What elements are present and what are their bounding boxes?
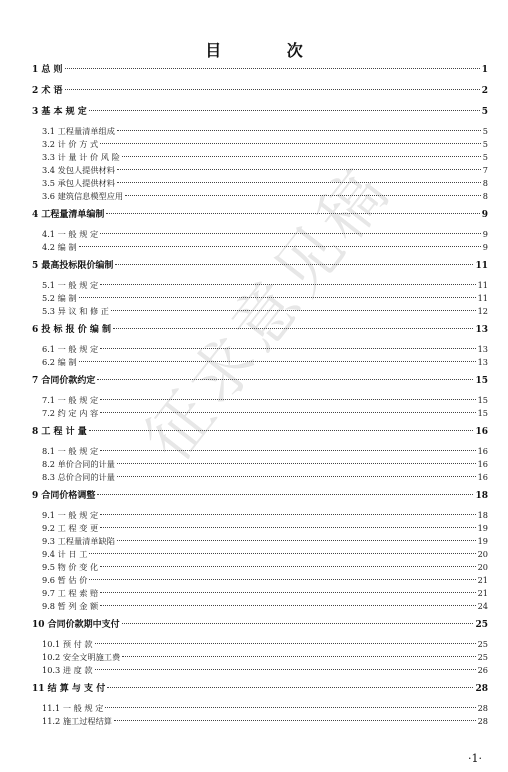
toc-page-number: 24	[477, 601, 488, 611]
toc-page-number: 19	[477, 523, 488, 533]
toc-page-number: 18	[475, 491, 488, 501]
toc-label: 10.1 预 付 款	[42, 639, 93, 649]
toc-page-number: 20	[477, 562, 488, 572]
leader-dots	[117, 169, 481, 170]
toc-page-number: 1	[481, 65, 488, 75]
toc-section[interactable]	[32, 241, 488, 254]
leader-dots	[114, 720, 476, 721]
toc-chapter[interactable]	[32, 85, 488, 98]
leader-dots	[100, 592, 475, 593]
leader-dots	[100, 233, 481, 234]
toc-page-number: 20	[477, 549, 488, 559]
toc-section[interactable]	[32, 702, 488, 715]
toc-section[interactable]	[32, 356, 488, 369]
toc-label: 8.1 一 般 规 定	[42, 446, 99, 456]
leader-dots	[115, 264, 473, 265]
toc-label: 9.6 暂 估 价	[42, 575, 88, 585]
leader-dots	[89, 110, 480, 111]
toc-page-number: 5	[482, 139, 488, 149]
toc-chapter[interactable]	[32, 619, 488, 632]
toc-page-number: 21	[477, 588, 488, 598]
toc-section[interactable]	[32, 715, 488, 728]
leader-dots	[125, 195, 481, 196]
leader-dots	[97, 379, 473, 380]
toc-page-number: 2	[481, 86, 488, 96]
toc-label: 9.5 物 价 变 化	[42, 562, 99, 572]
leader-dots	[105, 707, 475, 708]
toc-chapter[interactable]	[32, 490, 488, 503]
toc-page-number: 16	[477, 472, 488, 482]
toc-label: 10 合同价款期中支付	[32, 620, 120, 630]
toc-section[interactable]	[32, 138, 488, 151]
toc-section[interactable]	[32, 458, 488, 471]
watermark: 征求意见稿	[131, 153, 406, 475]
toc-chapter[interactable]	[32, 426, 488, 439]
toc-page-number: 28	[477, 703, 488, 713]
toc-label: 4 工程量清单编制	[32, 210, 105, 220]
leader-dots	[100, 566, 475, 567]
toc-page-number: 11	[475, 261, 488, 271]
leader-dots	[100, 399, 475, 400]
toc-chapter[interactable]	[32, 209, 488, 222]
toc-section[interactable]	[32, 343, 488, 356]
toc-label: 9.2 工 程 变 更	[42, 523, 99, 533]
toc-section[interactable]	[32, 664, 488, 677]
toc-section[interactable]	[32, 279, 488, 292]
toc-section[interactable]	[32, 177, 488, 190]
toc-section[interactable]	[32, 535, 488, 548]
toc-section[interactable]	[32, 548, 488, 561]
toc-section[interactable]	[32, 587, 488, 600]
toc-page-number: 18	[477, 510, 488, 520]
toc-page-number: 5	[481, 107, 488, 117]
toc-page-number: 15	[475, 376, 488, 386]
toc-section[interactable]	[32, 394, 488, 407]
toc-section[interactable]	[32, 561, 488, 574]
toc-label: 5 最高投标限价编制	[32, 261, 114, 271]
toc-label: 9.3 工程量清单缺陷	[42, 536, 115, 546]
leader-dots	[95, 669, 476, 670]
toc-page-number: 16	[475, 427, 488, 437]
leader-dots	[117, 182, 481, 183]
leader-dots	[97, 494, 473, 495]
toc-page-number: 19	[477, 536, 488, 546]
leader-dots	[100, 143, 481, 144]
leader-dots	[100, 284, 475, 285]
toc-page-number: 25	[475, 620, 488, 630]
toc-label: 1 总 则	[32, 65, 63, 75]
toc-label: 6.2 编 制	[42, 357, 77, 367]
leader-dots	[65, 68, 480, 69]
toc-page-number: 21	[477, 575, 488, 585]
toc-label: 5.2 编 制	[42, 293, 77, 303]
toc-chapter[interactable]	[32, 375, 488, 388]
toc-chapter[interactable]	[32, 324, 488, 337]
toc-page-number: 28	[477, 716, 488, 726]
toc-label: 8 工 程 计 量	[32, 427, 87, 437]
leader-dots	[89, 553, 475, 554]
toc-label: 9.1 一 般 规 定	[42, 510, 99, 520]
toc-chapter[interactable]	[32, 64, 488, 77]
toc-section[interactable]	[32, 125, 488, 138]
page-title: 目 次	[205, 41, 333, 60]
leader-dots	[117, 476, 476, 477]
toc-page-number: 9	[482, 229, 488, 239]
toc-page-number: 5	[482, 126, 488, 136]
toc-page-number: 15	[477, 395, 488, 405]
toc-page-number: 7	[482, 165, 488, 175]
toc-section[interactable]	[32, 600, 488, 613]
toc-label: 7 合同价款约定	[32, 376, 96, 386]
toc-label: 8.2 单价合同的计量	[42, 459, 115, 469]
toc-page-number: 13	[477, 344, 488, 354]
page-number: ·1·	[468, 752, 482, 765]
toc-label: 11.2 施工过程结算	[42, 716, 112, 726]
table-of-contents	[32, 64, 488, 728]
toc-label: 3.2 计 价 方 式	[42, 139, 99, 149]
toc-chapter[interactable]	[32, 106, 488, 119]
toc-section[interactable]	[32, 305, 488, 318]
leader-dots	[117, 463, 476, 464]
leader-dots	[100, 514, 475, 515]
toc-label: 11 结 算 与 支 付	[32, 684, 106, 694]
toc-page-number: 9	[482, 242, 488, 252]
leader-dots	[89, 430, 474, 431]
toc-label: 4.1 一 般 规 定	[42, 229, 99, 239]
toc-label: 6.1 一 般 规 定	[42, 344, 99, 354]
toc-label: 4.2 编 制	[42, 242, 77, 252]
toc-page-number: 16	[477, 459, 488, 469]
toc-label: 3.6 建筑信息模型应用	[42, 191, 124, 201]
toc-page-number: 11	[477, 280, 488, 290]
toc-label: 5.3 异 议 和 修 正	[42, 306, 109, 316]
toc-label: 5.1 一 般 规 定	[42, 280, 99, 290]
toc-page-number: 26	[477, 665, 488, 675]
toc-label: 9.8 暂 列 金 额	[42, 601, 99, 611]
toc-page-number: 25	[477, 639, 488, 649]
toc-label: 9 合同价格调整	[32, 491, 96, 501]
toc-label: 6 投 标 报 价 编 制	[32, 325, 112, 335]
leader-dots	[122, 156, 481, 157]
leader-dots	[122, 623, 474, 624]
toc-page-number: 8	[482, 191, 488, 201]
leader-dots	[100, 605, 475, 606]
toc-section[interactable]	[32, 445, 488, 458]
toc-page-number: 25	[477, 652, 488, 662]
toc-section[interactable]	[32, 151, 488, 164]
toc-label: 3.5 承包人提供材料	[42, 178, 115, 188]
toc-page-number: 13	[477, 357, 488, 367]
leader-dots	[100, 450, 475, 451]
toc-label: 10.2 安全文明施工费	[42, 652, 121, 662]
toc-page-number: 16	[477, 446, 488, 456]
toc-page-number: 8	[482, 178, 488, 188]
toc-label: 10.3 进 度 款	[42, 665, 93, 675]
toc-label: 9.4 计 日 工	[42, 549, 88, 559]
toc-page-number: 12	[477, 306, 488, 316]
toc-chapter[interactable]	[32, 260, 488, 273]
toc-section[interactable]	[32, 522, 488, 535]
leader-dots	[65, 89, 480, 90]
toc-section[interactable]	[32, 651, 488, 664]
toc-page-number: 5	[482, 152, 488, 162]
toc-page-number: 11	[477, 293, 488, 303]
toc-label: 7.1 一 般 规 定	[42, 395, 99, 405]
toc-label: 3.4 发包人提供材料	[42, 165, 115, 175]
toc-section[interactable]	[32, 164, 488, 177]
leader-dots	[106, 213, 479, 214]
leader-dots	[117, 130, 481, 131]
toc-section[interactable]	[32, 228, 488, 241]
toc-label: 2 术 语	[32, 86, 63, 96]
toc-label: 3 基 本 规 定	[32, 107, 87, 117]
toc-section[interactable]	[32, 638, 488, 651]
leader-dots	[100, 348, 475, 349]
leader-dots	[117, 540, 476, 541]
leader-dots	[95, 643, 476, 644]
toc-section[interactable]	[32, 190, 488, 203]
toc-label: 7.2 约 定 内 容	[42, 408, 99, 418]
toc-page-number: 28	[475, 684, 488, 694]
toc-section[interactable]	[32, 509, 488, 522]
toc-label: 11.1 一 般 规 定	[42, 703, 104, 713]
leader-dots	[100, 412, 475, 413]
toc-section[interactable]	[32, 407, 488, 420]
leader-dots	[79, 246, 481, 247]
leader-dots	[89, 579, 475, 580]
leader-dots	[122, 656, 475, 657]
leader-dots	[100, 527, 475, 528]
toc-section[interactable]	[32, 292, 488, 305]
leader-dots	[107, 687, 473, 688]
leader-dots	[79, 297, 476, 298]
toc-label: 3.1 工程量清单组成	[42, 126, 115, 136]
toc-page-number: 9	[481, 210, 488, 220]
toc-section[interactable]	[32, 574, 488, 587]
toc-chapter[interactable]	[32, 683, 488, 696]
toc-section[interactable]	[32, 471, 488, 484]
toc-page-number: 15	[477, 408, 488, 418]
leader-dots	[113, 328, 473, 329]
leader-dots	[111, 310, 476, 311]
toc-label: 8.3 总价合同的计量	[42, 472, 115, 482]
toc-page-number: 13	[475, 325, 488, 335]
toc-label: 9.7 工 程 索 赔	[42, 588, 99, 598]
leader-dots	[79, 361, 476, 362]
toc-label: 3.3 计 量 计 价 风 险	[42, 152, 120, 162]
